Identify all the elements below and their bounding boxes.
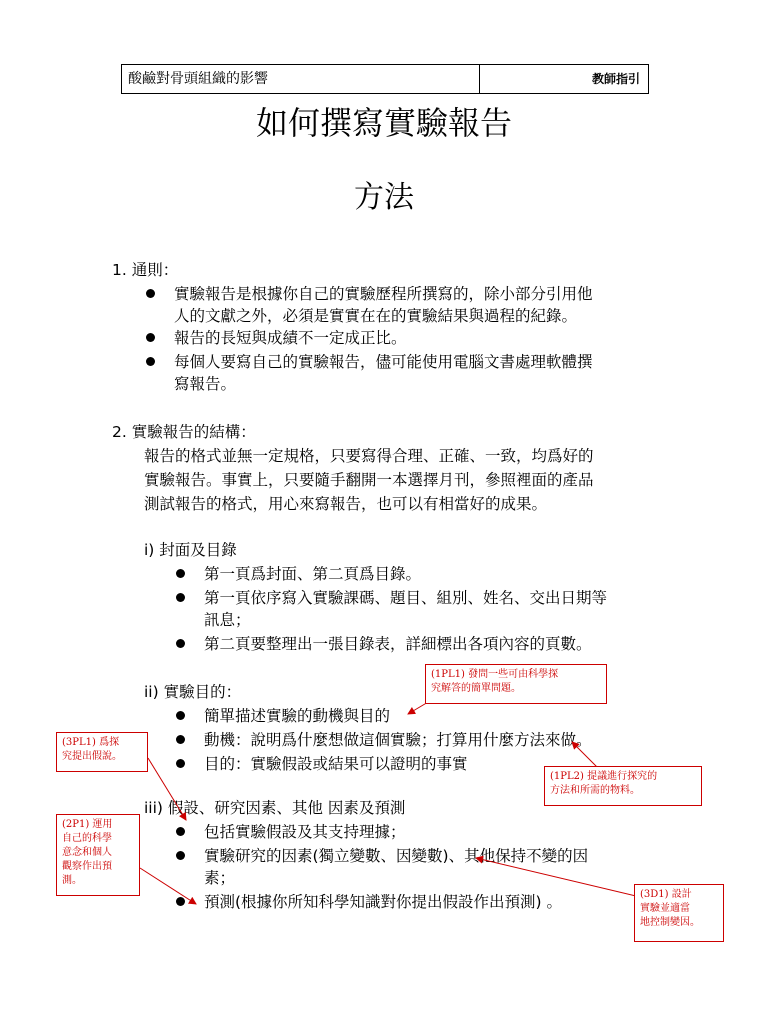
s2-para-line2: 實驗報告。事實上，只要隨手翻開一本選擇月刊，參照裡面的產品 — [144, 471, 594, 489]
note-1pl1-line1: (1PL1) 發問一些可由科學探 — [431, 669, 559, 680]
note-1pl1 — [425, 664, 607, 704]
sub-i-heading: i) 封面及目錄 — [144, 541, 237, 559]
note-1pl1-line2: 究解答的簡單問題。 — [431, 683, 521, 694]
s1-bullet3-line2: 寫報告。 — [174, 375, 237, 393]
arrow-3d1 — [476, 858, 636, 896]
sub-iii-bullet2-line2: 素； — [204, 869, 236, 887]
sub-ii-bullet1: 簡單描述實驗的動機與目的 — [204, 707, 391, 725]
sub-iii-bullet2-line1: 實驗研究的因素(獨立變數、因變數)、其他保持不變的因 — [204, 847, 589, 865]
section2-heading: 2. 實驗報告的結構： — [112, 423, 256, 441]
header-topic: 酸鹼對骨頭組織的影響 — [122, 65, 480, 93]
sub-i-bullet3: 第二頁要整理出一張目錄表，詳細標出各項內容的頁數。 — [204, 635, 592, 653]
page-title: 如何撰寫實驗報告 — [255, 104, 512, 142]
note-2p1-line5: 測。 — [62, 875, 82, 886]
note-3d1-line3: 地控制變因。 — [640, 917, 700, 928]
note-1pl2-line1: (1PL2) 提議進行探究的 — [550, 771, 658, 782]
sub-iii-heading: iii) 假設、研究因素、其他 因素及預測 — [144, 799, 406, 817]
note-3pl1-line2: 究提出假說。 — [62, 751, 122, 762]
s2-para-line1: 報告的格式並無一定規格，只要寫得合理、正確、一致，均爲好的 — [144, 447, 594, 465]
sub-i-bullet2-line1: 第一頁依序寫入實驗課碼、題目、組別、姓名、交出日期等 — [204, 589, 608, 607]
sub-ii-bullet3: 目的：實驗假設或結果可以證明的事實 — [204, 755, 468, 773]
sub-iii-bullet1: 包括實驗假設及其支持理據； — [204, 823, 406, 841]
s1-bullet3-line1: 每個人要寫自己的實驗報告，儘可能使用電腦文書處理軟體撰 — [174, 353, 593, 371]
page-subtitle: 方法 — [354, 180, 414, 215]
s1-bullet1-line2: 人的文獻之外，必須是實實在在的實驗結果與過程的紀錄。 — [174, 307, 578, 325]
note-3pl1-line1: (3PL1) 爲探 — [62, 737, 120, 748]
note-2p1-line4: 觀察作出預 — [62, 861, 112, 872]
note-1pl2-line2: 方法和所需的物料。 — [550, 785, 640, 796]
sub-i-bullet1: 第一頁爲封面、第二頁爲目錄。 — [204, 565, 422, 583]
section1-heading: 1. 通則： — [112, 261, 179, 279]
note-3d1-line2: 實驗並適當 — [640, 903, 690, 914]
sub-ii-bullet2: 動機：說明爲什麼想做這個實驗；打算用什麼方法來做。 — [204, 731, 592, 749]
sub-i-bullet2-line2: 訊息； — [204, 611, 251, 629]
note-3d1 — [634, 884, 724, 942]
header-tag: 教師指引 — [591, 72, 640, 86]
arrow-2p1 — [140, 868, 196, 904]
note-3d1-line1: (3D1) 設計 — [640, 889, 692, 900]
s2-para-line3: 測試報告的格式，用心來寫報告，也可以有相當好的成果。 — [144, 495, 548, 513]
note-1pl2 — [544, 766, 702, 806]
note-2p1-line1: (2P1) 運用 — [62, 819, 113, 830]
note-2p1-line3: 意念和個人 — [62, 847, 112, 858]
note-2p1 — [56, 814, 140, 896]
s1-bullet2: 報告的長短與成績不一定成正比。 — [174, 329, 407, 347]
arrow-3pl1 — [148, 758, 186, 820]
note-3pl1 — [56, 732, 148, 772]
sub-ii-heading: ii) 實驗目的： — [144, 683, 242, 701]
sub-iii-bullet3: 預測(根據你所知科學知識對你提出假設作出預測) 。 — [204, 893, 563, 911]
note-2p1-line2: 自己的科學 — [62, 833, 112, 844]
s1-bullet1-line1: 實驗報告是根據你自己的實驗歷程所撰寫的，除小部分引用他 — [174, 285, 593, 303]
